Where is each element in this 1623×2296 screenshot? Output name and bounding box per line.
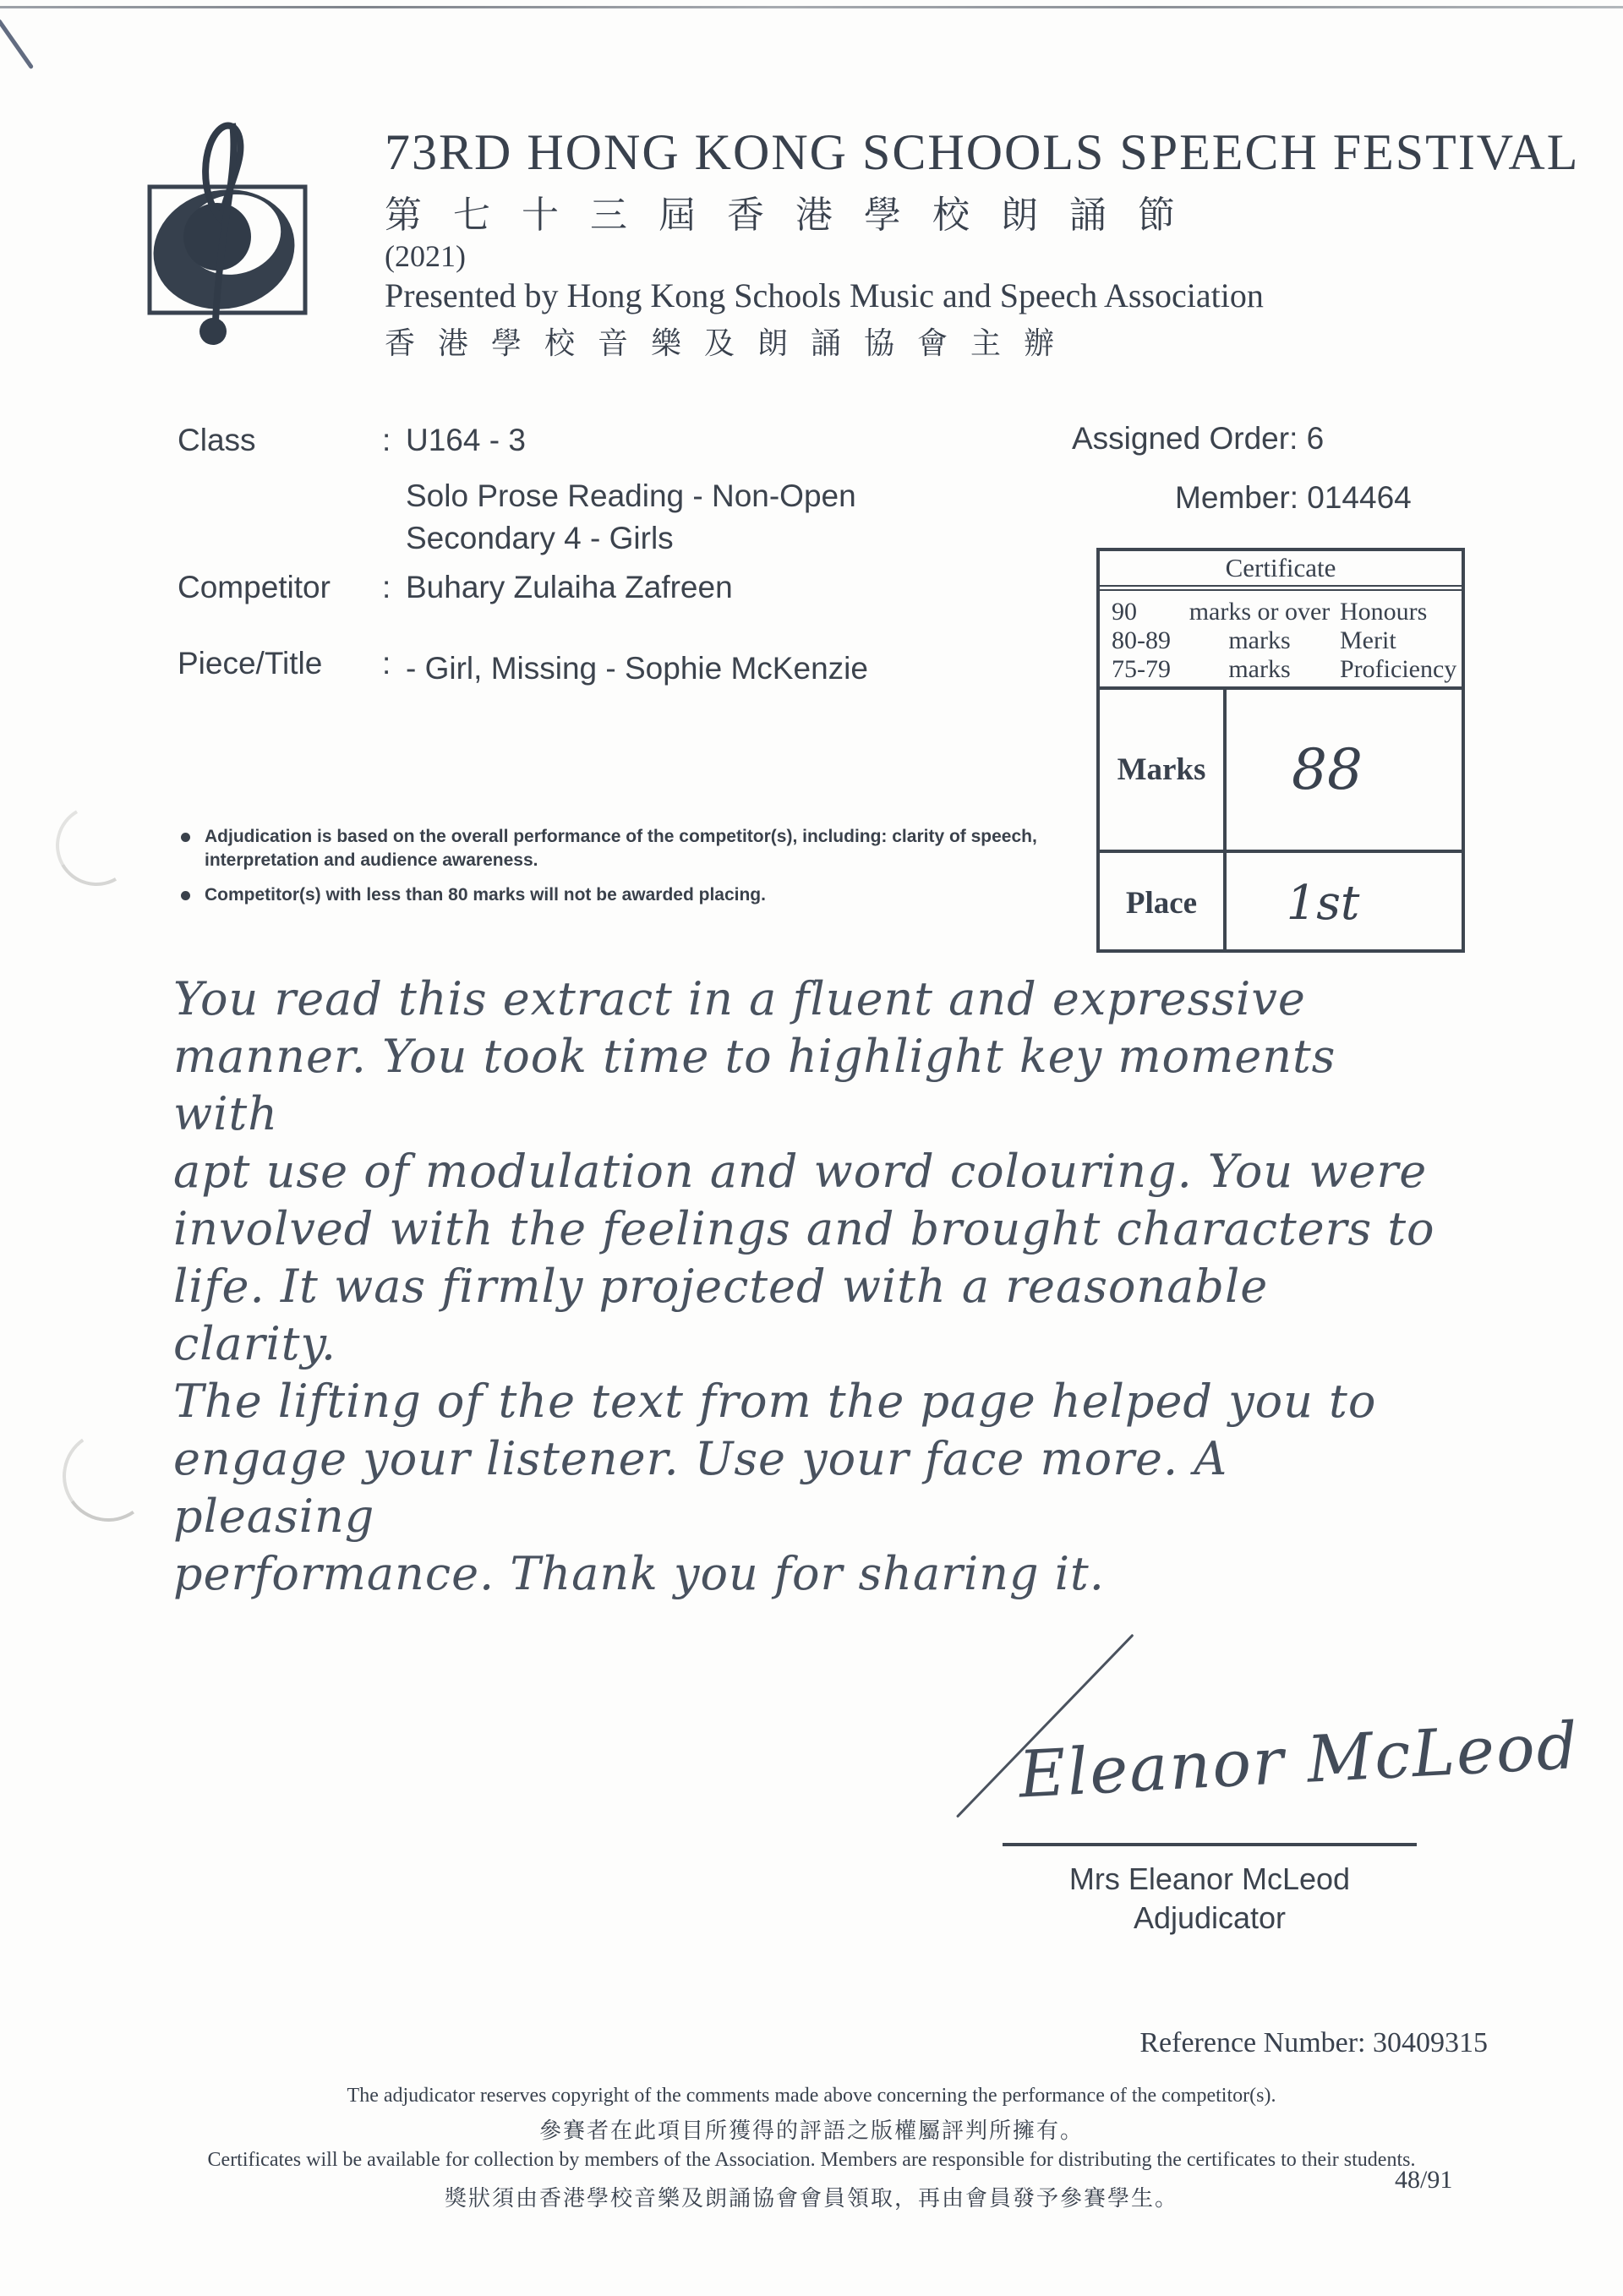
adjudicator-comments: [173, 970, 1441, 1603]
class-value: U164 - 3: [406, 423, 526, 457]
note-item: [179, 883, 1088, 907]
scale-range: 75-79: [1112, 655, 1171, 683]
comment-line: engage your listener. Use your face more. A pleasing: [173, 1432, 1228, 1543]
piece-title-label: Piece/Title: [178, 646, 323, 681]
scan-edge-line: [0, 6, 1623, 8]
comment-line: involved with the feelings and brought characters to: [173, 1202, 1435, 1255]
marks-row: [1100, 690, 1462, 853]
note-text: Competitor(s) with less than 80 marks will not be awarded placing.: [205, 885, 766, 905]
marks-value: 88: [1292, 737, 1363, 802]
class-label: Class: [178, 423, 256, 457]
certificate-table: [1096, 548, 1465, 953]
class-colon: :: [382, 423, 391, 457]
competitor-colon: :: [382, 570, 391, 604]
festival-title-chinese: 第 七 十 三 屆 香 港 學 校 朗 誦 節: [385, 194, 1186, 236]
note-item: [179, 825, 1088, 872]
comment-line: apt use of modulation and word colouring. You were: [173, 1145, 1428, 1198]
festival-year: (2021): [385, 239, 466, 273]
adjudication-notes: [179, 825, 1088, 918]
member-number: Member: 014464: [1175, 480, 1412, 515]
scale-row-proficiency: [1112, 655, 1462, 684]
festival-title: 73RD HONG KONG SCHOOLS SPEECH FESTIVAL: [385, 124, 1580, 180]
collection-line-zh: 獎狀須由香港學校音樂及朗誦協會會員領取，再由會員發予參賽學生。: [444, 2186, 1178, 2211]
class-section-name: Secondary 4 - Girls: [406, 521, 674, 555]
collection-line-en: Certificates will be available for collection by members of the Association. Members are responsible for distributing the certificates to their students.: [207, 2149, 1416, 2171]
comment-line: The lifting of the text from the page helped you to: [173, 1375, 1377, 1428]
certificate-table-title: Certificate: [1100, 551, 1462, 591]
comment-line: You read this extract in a fluent and expressive: [173, 972, 1306, 1025]
comment-line: life. It was firmly projected with a reasonable clarity.: [173, 1260, 1269, 1370]
scale-unit: marks: [1228, 626, 1291, 654]
scale-unit: marks or over: [1189, 598, 1331, 626]
piece-title-value: - Girl, Missing - Sophie McKenzie: [406, 651, 868, 686]
bullet-icon: [181, 891, 190, 900]
copyright-line-zh: 參賽者在此項目所獲得的評語之版權屬評判所擁有。: [538, 2118, 1084, 2143]
presenter-line-chinese: 香 港 學 校 音 樂 及 朗 誦 協 會 主 辦: [385, 326, 1063, 360]
scale-row-honours: [1112, 598, 1462, 626]
place-label: Place: [1100, 853, 1227, 953]
presenter-line: Presented by Hong Kong Schools Music and Speech Association: [385, 276, 1264, 314]
adjudicator-printed-name: Mrs Eleanor McLeod: [1068, 1861, 1351, 1896]
competitor-label: Competitor: [178, 570, 331, 604]
comment-line: performance. Thank you for sharing it.: [173, 1547, 1105, 1600]
page-number: 48/91: [1395, 2166, 1453, 2194]
comment-line: manner. You took time to highlight key moments with: [173, 1030, 1336, 1140]
certificate-scale: [1100, 591, 1462, 690]
treble-clef-logo-icon: [139, 110, 309, 365]
scale-range: 90: [1112, 598, 1137, 626]
reference-number: Reference Number: 30409315: [1139, 2027, 1488, 2058]
scale-award: Honours: [1340, 598, 1428, 626]
piece-title-colon: :: [382, 646, 391, 681]
scan-crescent-artifact: [46, 795, 146, 895]
adjudicator-signature: Eleanor McLeod: [1017, 1707, 1582, 1812]
scale-unit: marks: [1228, 655, 1291, 683]
note-text: Adjudication is based on the overall performance of the competitor(s), including: clarity of speech, interpretation and audience awareness.: [205, 827, 1037, 870]
association-logo: [139, 110, 309, 365]
scan-corner-mark: [0, 19, 34, 69]
scale-row-merit: [1112, 626, 1462, 655]
competitor-name: Buhary Zulaiha Zafreen: [406, 570, 733, 604]
scan-crescent-artifact: [55, 1423, 161, 1528]
scale-range: 80-89: [1112, 626, 1171, 654]
scale-award: Merit: [1340, 626, 1396, 654]
signature-line: [1003, 1843, 1417, 1846]
adjudicator-role: Adjudicator: [1133, 1900, 1287, 1935]
marks-label: Marks: [1100, 690, 1227, 850]
scale-award: Proficiency: [1340, 655, 1457, 683]
assigned-order: Assigned Order: 6: [1072, 421, 1325, 456]
copyright-line-en: The adjudicator reserves copyright of the comments made above concerning the performance of the competitor(s).: [347, 2085, 1276, 2107]
place-row: [1100, 853, 1462, 953]
place-value: 1st: [1286, 875, 1360, 931]
bullet-icon: [181, 833, 190, 842]
class-event-name: Solo Prose Reading - Non-Open: [406, 478, 856, 513]
